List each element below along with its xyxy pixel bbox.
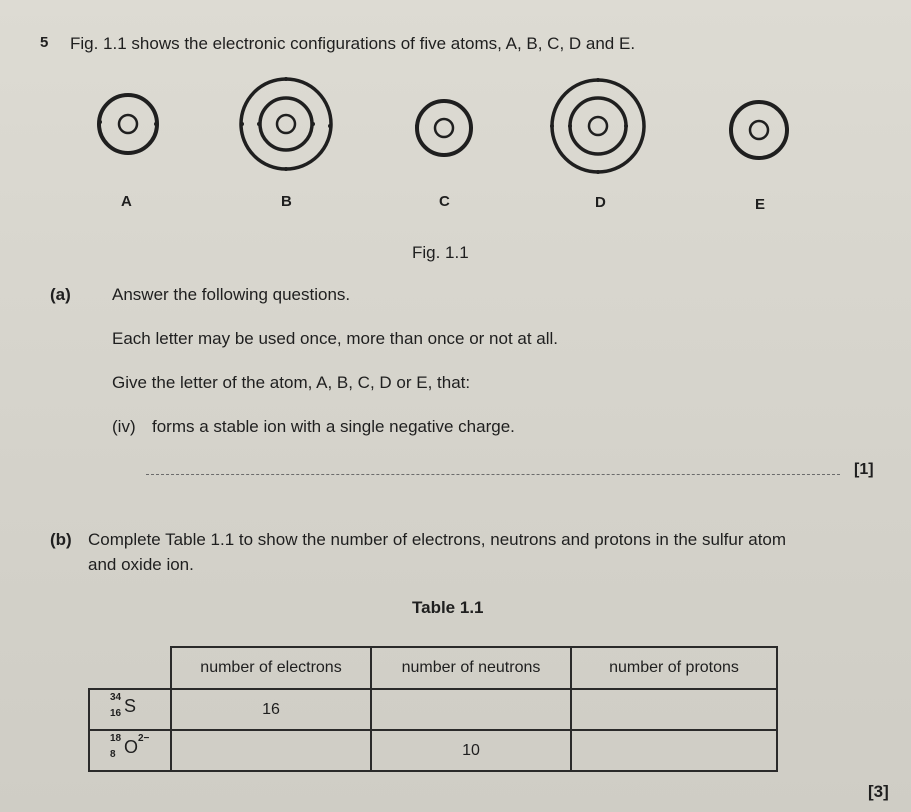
- part-b-label: (b): [50, 530, 72, 549]
- atom-b-diagram: [241, 79, 331, 169]
- answer-line[interactable]: [146, 474, 840, 475]
- oxide-symbol: O: [124, 737, 139, 757]
- electron-dots: [98, 77, 789, 174]
- table-row-oxide: [89, 730, 777, 771]
- header-neutrons: number of neutrons: [371, 647, 571, 689]
- marks-part-a: [1]: [854, 461, 874, 478]
- part-a-text: Answer the following questions.: [112, 285, 351, 304]
- table-caption: Table 1.1: [412, 598, 484, 617]
- sulfur-atomic-number: 16: [110, 708, 122, 719]
- table-row-sulfur: [89, 689, 777, 730]
- sulfur-protons-cell[interactable]: [571, 689, 777, 730]
- part-b-heading: [50, 530, 786, 550]
- atom-a-diagram: [99, 95, 157, 153]
- atom-label-b: B: [281, 193, 292, 210]
- part-b-text-continued: and oxide ion.: [88, 555, 194, 574]
- part-b-text: Complete Table 1.1 to show the number of electrons, neutrons and protons in the sulfur atom: [88, 530, 787, 549]
- sulfur-symbol: S: [124, 696, 137, 716]
- oxide-electrons-cell[interactable]: [171, 730, 371, 771]
- sub-question-text: forms a stable ion with a single negative charge.: [152, 417, 515, 436]
- sub-question-label: (iv): [112, 417, 136, 436]
- atom-label-e: E: [755, 196, 766, 213]
- electron-configuration-figure: [0, 0, 911, 230]
- marks-part-b: [3]: [868, 782, 889, 801]
- table-corner-cell: [89, 647, 171, 689]
- part-a-label: (a): [50, 285, 71, 304]
- atom-label-c: C: [439, 193, 450, 210]
- instruction-1: Each letter may be used once, more than once or not at all.: [112, 329, 559, 348]
- species-oxide-ion: [89, 730, 171, 771]
- oxide-neutrons-cell: 10: [371, 730, 571, 771]
- oxide-charge: 2−: [138, 733, 150, 744]
- atom-label-a: A: [121, 193, 132, 210]
- atom-d-diagram: [552, 80, 644, 172]
- header-electrons: number of electrons: [171, 647, 371, 689]
- table-header-row: [89, 647, 777, 689]
- oxide-atomic-number: 8: [110, 749, 116, 760]
- atom-label-d: D: [595, 194, 606, 211]
- question-number: 5: [40, 34, 49, 51]
- oxide-mass-number: 18: [110, 733, 122, 744]
- figure-caption: Fig. 1.1: [412, 243, 469, 262]
- sulfur-mass-number: 34: [110, 692, 122, 703]
- species-sulfur-atom: [89, 689, 171, 730]
- sulfur-electrons-cell: 16: [171, 689, 371, 730]
- instruction-2: Give the letter of the atom, A, B, C, D or E, that:: [112, 373, 471, 392]
- atom-e-diagram: [731, 102, 787, 158]
- table-1-1: [88, 646, 778, 772]
- question-intro: Fig. 1.1 shows the electronic configurations of five atoms, A, B, C, D and E.: [70, 34, 636, 53]
- oxide-protons-cell[interactable]: [571, 730, 777, 771]
- sub-question-iv: [112, 417, 515, 437]
- header-protons: number of protons: [571, 647, 777, 689]
- part-a-heading: [50, 285, 350, 305]
- sulfur-neutrons-cell[interactable]: [371, 689, 571, 730]
- atom-c-diagram: [417, 101, 471, 155]
